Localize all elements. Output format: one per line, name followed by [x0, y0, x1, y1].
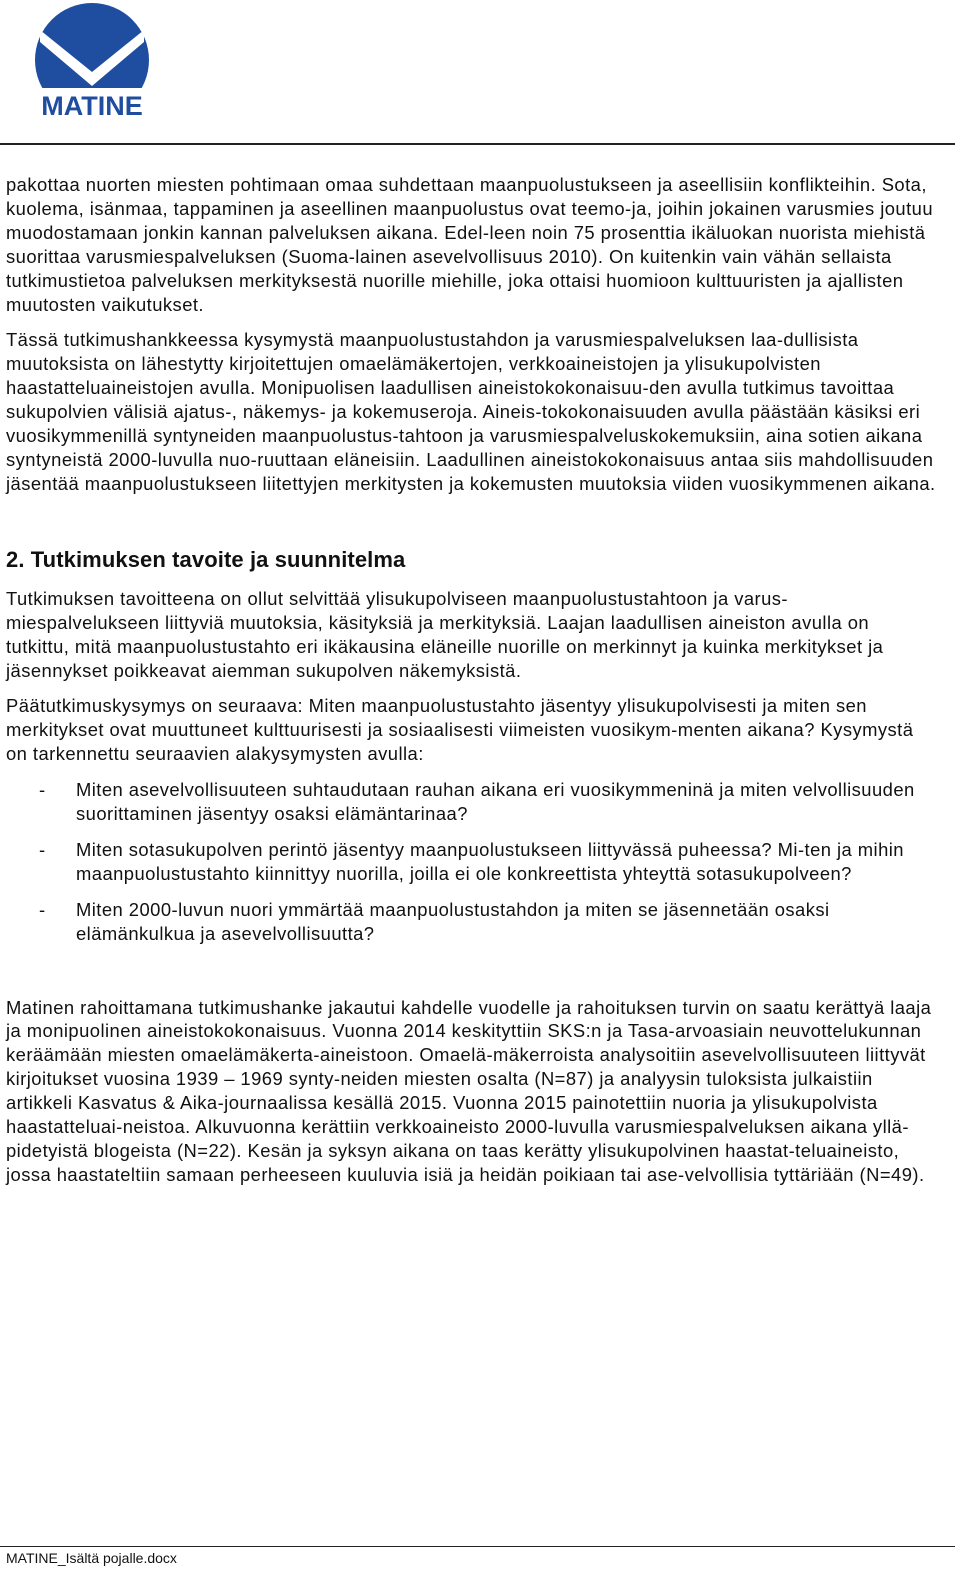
bullet-dash: - [39, 838, 46, 860]
matine-logo [22, 2, 162, 124]
matine-logo-mark [22, 2, 162, 124]
bullet-dash: - [39, 898, 46, 920]
paragraph-3: Tutkimuksen tavoitteena on ollut selvittää ylisukupolviseen maanpuolustustahtoon ja varus-miespalvelukseen liittyviä muutoksia, käsityksiä ja merkityksiä. Laajan laadullisen aineiston avulla on tutkittu, mitä maanpuolustustahto eri ikäkausina eläneille nuorille on merkinnyt ja kuinka merkitykset ja jäsennykset poikkeavat aiemman sukupolven näkemyksistä. [6, 587, 884, 681]
header-divider [0, 143, 955, 145]
footer-divider [0, 1546, 955, 1547]
paragraph-4: Päätutkimuskysymys on seuraava: Miten maanpuolustustahto jäsentyy ylisukupolvisesti ja miten sen merkitykset ovat muuttuneet kulttuurisesti ja sosiaalisesti viimeisten vuosikym-menten aikana? Kysymystä on tarkennettu seuraavien alakysymysten avulla: [6, 695, 914, 765]
logo-text: MATINE [41, 91, 143, 121]
list-item-text: Miten sotasukupolven perintö jäsentyy maanpuolustukseen liittyvässä puheessa? Mi-ten ja mihin maanpuolustustahto kiinnittyy nuorilla, joilla ei ole konkreettista yhteyttä sotasukupolveen? [76, 838, 904, 884]
paragraph-5: Matinen rahoittamana tutkimushanke jakautui kahdelle vuodelle ja rahoituksen turvin on saatu kerättyä laaja ja monipuolinen aineistokokonaisuus. Vuonna 2014 keskityttiin SKS:n ja Tasa-arvoasiain neuvottelukunnan keräämään miesten omaelämäkerta-aineistoon. Omaelä-mäkerroista analysoitiin asevelvollisuuteen liittyvät kirjoitukset vuosina 1939 – 1969 synty-neiden miesten osalta (N=87) ja analyysin tuloksista julkaistiin artikkeli Kasvatus & Aika-journaalissa kesällä 2015. Vuonna 2015 painotettiin nuoria ja ylisukupolvista haastatteluai-neistoa. Alkuvuonna kerättiin verkkoaineisto 2000-luvulla varusmiespalveluksen aikana yllä-pidetyistä blogeista (N=22). Kesän ja syksyn aikana on taas kerätty ylisukupolvinen haastat-teluaineisto, jossa haastateltiin samaan perheeseen kuuluvia isiä ja heidän poikiaan tai ase-velvollisia tyttäriään (N=49). [6, 996, 932, 1185]
list-item [6, 838, 936, 886]
paragraph-1: pakottaa nuorten miesten pohtimaan omaa suhdettaan maanpuolustukseen ja aseellisiin konflikteihin. Sota, kuolema, isänmaa, tappaminen ja aseellinen maanpuolustus ovat teemo-ja, joihin jokainen varusmies joutuu muodostamaan jonkin kannan palveluksen aikana. Edel-leen noin 75 prosenttia ikäluokan nuorista miehistä suorittaa varusmiespalveluksen (Suoma-lainen asevelvollisuus 2010). On kuitenkin vain vähän sellaista tutkimustietoa palveluksen merkityksestä nuorille miehille, joka ottaisi huomioon kulttuuristen ja ajallisten muutosten vaikutukset. [6, 174, 934, 315]
paragraph-2: Tässä tutkimushankkeessa kysymystä maanpuolustustahdon ja varusmiespalveluksen laa-dullisista muutoksista on lähestytty kirjoitettujen omaelämäkertojen, verkkoaineistojen ja ylisukupolvisten haastatteluaineistojen avulla. Monipuolisen laadullisen aineistokokonaisuu-den avulla tutkimus tavoittaa sukupolvien välisiä ajatus-, näkemys- ja kokemuseroja. Aineis-tokokonaisuuden avulla päästään käsiksi eri vuosikymmenillä syntyneiden maanpuolustus-tahtoon ja varusmiespalveluskokemuksiin, aina sotien aikana syntyneistä 2000-luvulla nuo-ruuttaan eläneisiin. Laadullinen aineistokokonaisuus antaa siis mahdollisuuden jäsentää maanpuolustukseen liitettyjen merkitysten ja kokemusten muutoksia viiden vuosikymmenen aikana. [6, 329, 936, 494]
footer-filename: MATINE_Isältä pojalle.docx [6, 1550, 177, 1566]
list-item-text: Miten asevelvollisuuteen suhtaudutaan rauhan aikana eri vuosikymmeninä ja miten velvollisuuden suorittaminen jäsentyy osaksi elämäntarinaa? [76, 779, 915, 825]
bullet-dash: - [39, 779, 46, 801]
list-item [6, 898, 936, 946]
document-body [6, 173, 936, 1187]
section-heading: 2. Tutkimuksen tavoite ja suunnitelma [6, 546, 406, 572]
list-item [6, 778, 936, 826]
list-item-text: Miten 2000-luvun nuori ymmärtää maanpuolustustahdon ja miten se jäsennetään osaksi elämänkulkua ja asevelvollisuutta? [76, 898, 830, 944]
sub-questions-list [6, 778, 936, 945]
